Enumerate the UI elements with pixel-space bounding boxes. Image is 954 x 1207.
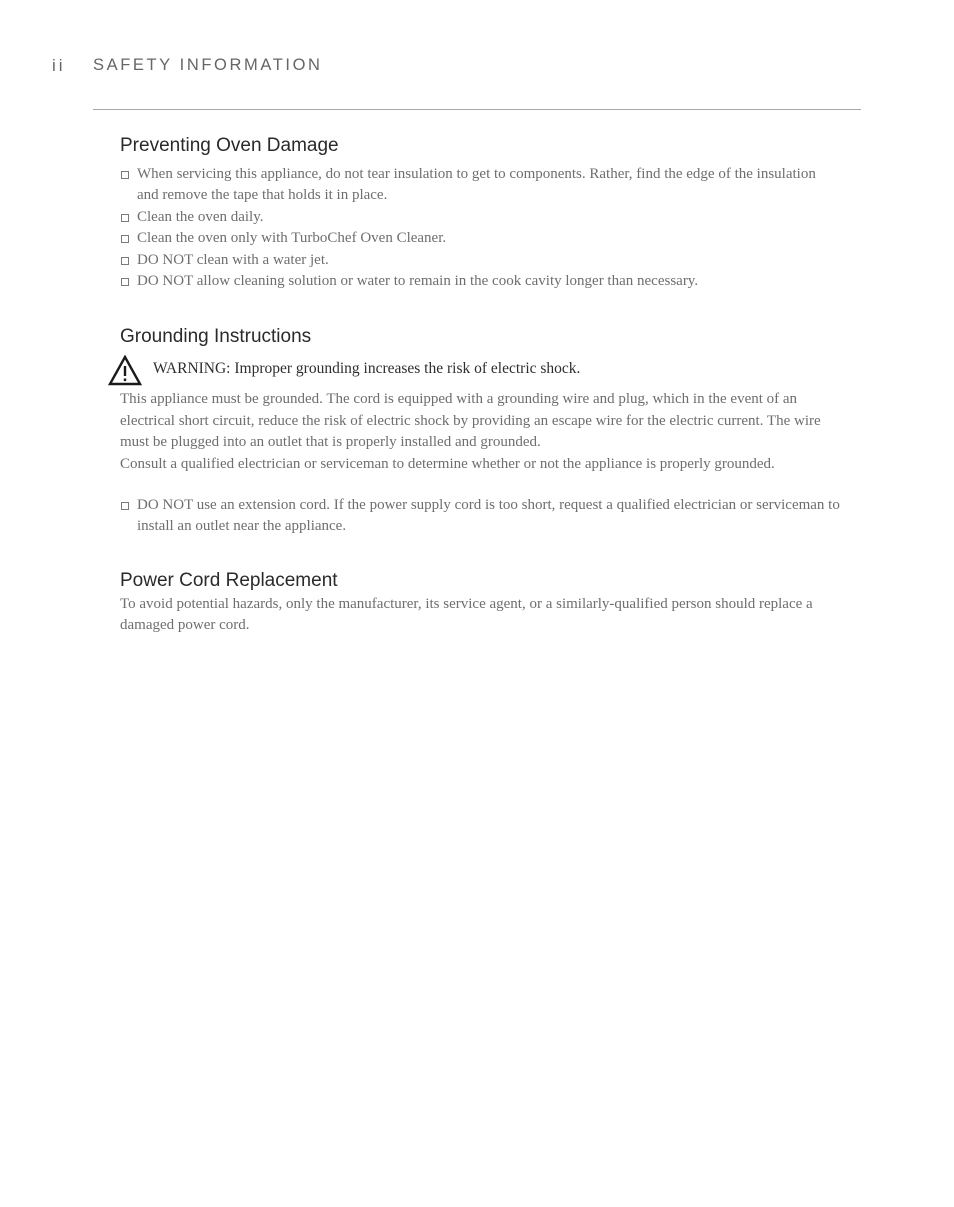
list-item-text: Clean the oven only with TurboChef Oven Cleaner. [137, 230, 447, 247]
grounding-paragraph: Consult a qualified electrician or serviceman to determine whether or not the appliance is properly grounded. [120, 455, 775, 472]
warning-triangle-icon [108, 355, 142, 386]
warning-callout [120, 355, 840, 389]
list-item-text: Clean the oven daily. [137, 208, 264, 225]
square-bullet-icon [121, 278, 129, 286]
header-divider [93, 109, 861, 110]
list-item [120, 271, 840, 292]
list-item-text: When servicing this appliance, do not tear insulation to get to components. Rather, find the edge of the insulation and remove the tape that holds it in place. [137, 166, 816, 204]
list-item [120, 495, 840, 538]
list-item-text: DO NOT clean with a water jet. [137, 251, 329, 268]
section-heading-oven-damage: Preventing Oven Damage [120, 135, 339, 156]
list-item-text: DO NOT allow cleaning solution or water to remain in the cook cavity longer than necessary. [137, 273, 699, 290]
warning-text: WARNING: Improper grounding increases the risk of electric shock. [153, 360, 581, 378]
section-heading-power-cord: Power Cord Replacement [120, 569, 338, 591]
power-cord-paragraph: To avoid potential hazards, only the manufacturer, its service agent, or a similarly-qualified person should replace a damaged power cord. [120, 595, 813, 634]
oven-damage-list [120, 164, 840, 292]
document-content [120, 133, 840, 637]
list-item [120, 228, 840, 249]
page-header [52, 56, 862, 80]
square-bullet-icon [121, 257, 129, 265]
header-title: SAFETY INFORMATION [93, 56, 323, 74]
list-item [120, 207, 840, 228]
square-bullet-icon [121, 235, 129, 243]
square-bullet-icon [121, 502, 129, 510]
grounding-paragraph: This appliance must be grounded. The cord is equipped with a grounding wire and plug, which in the event of an electrical short circuit, reduce the risk of electric shock by providing an escape wire for the electric current. The wire must be plugged into an outlet that is properly installed and grounded. [120, 391, 821, 451]
list-item [120, 250, 840, 271]
page-number: ii [52, 56, 66, 75]
list-item-text: DO NOT use an extension cord. If the power supply cord is too short, request a qualified electrician or serviceman to install an outlet near the appliance. [137, 497, 840, 535]
square-bullet-icon [121, 171, 129, 179]
grounding-list [120, 495, 840, 538]
section-heading-grounding: Grounding Instructions [120, 326, 312, 348]
list-item [120, 164, 840, 207]
square-bullet-icon [121, 214, 129, 222]
